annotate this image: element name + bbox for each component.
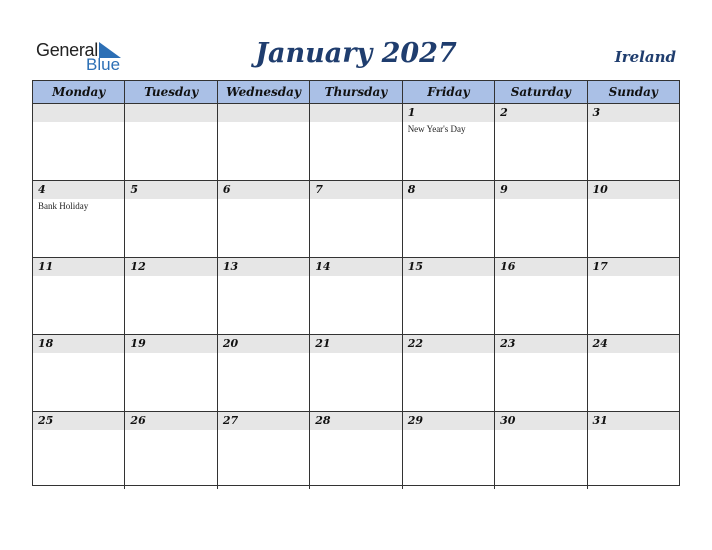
- day-cell[interactable]: [403, 181, 495, 257]
- day-number-bar: [33, 181, 124, 199]
- day-cell[interactable]: [125, 258, 217, 334]
- weekday-saturday: Saturday: [495, 81, 587, 103]
- day-number: 24: [592, 337, 608, 350]
- day-cell[interactable]: [218, 412, 310, 489]
- day-cell[interactable]: [218, 181, 310, 257]
- day-number: 10: [592, 183, 608, 196]
- day-number: 6: [222, 183, 231, 196]
- day-cell[interactable]: [310, 181, 402, 257]
- day-cell[interactable]: [125, 412, 217, 489]
- day-number: 29: [407, 414, 423, 427]
- day-number: 13: [222, 260, 239, 273]
- weekday-sunday: Sunday: [608, 85, 658, 99]
- day-number-bar: [588, 104, 679, 122]
- day-cell[interactable]: [310, 104, 402, 180]
- weekday-wednesday: Wednesday: [218, 81, 310, 103]
- day-number: 4: [38, 183, 46, 196]
- day-number: 28: [315, 414, 331, 427]
- day-cell[interactable]: [218, 258, 310, 334]
- day-number: 18: [38, 337, 54, 350]
- weekday-thursday: Thursday: [310, 81, 402, 103]
- day-cell[interactable]: [310, 335, 402, 411]
- weekday-tuesday: Tuesday: [125, 81, 217, 103]
- day-cell[interactable]: [403, 258, 495, 334]
- day-number-bar: [495, 104, 586, 122]
- day-number: 22: [407, 337, 423, 350]
- weekday-monday: Monday: [33, 81, 125, 103]
- day-number-bar: [495, 181, 586, 199]
- day-number: 8: [407, 183, 416, 196]
- day-number: 19: [130, 337, 146, 350]
- day-number: 27: [222, 414, 239, 427]
- day-number-bar: [218, 104, 309, 122]
- day-number: 20: [222, 337, 239, 350]
- holiday-label: Bank Holiday: [38, 201, 89, 211]
- calendar-grid: [32, 80, 680, 486]
- day-number: 7: [315, 183, 323, 196]
- day-number: 5: [130, 183, 139, 196]
- day-cell[interactable]: [495, 335, 587, 411]
- week-row: [33, 412, 679, 489]
- day-cell[interactable]: [33, 412, 125, 489]
- day-number-bar: [403, 181, 494, 199]
- day-number: 9: [500, 183, 508, 196]
- day-cell[interactable]: [588, 412, 679, 489]
- day-number: 12: [130, 260, 146, 273]
- logo-general-text: General: [36, 40, 98, 60]
- day-number: 30: [500, 414, 516, 427]
- day-cell[interactable]: [495, 181, 587, 257]
- day-number-bar: [33, 104, 124, 122]
- day-cell[interactable]: [310, 258, 402, 334]
- day-number: 11: [38, 260, 54, 273]
- day-number-bar: [218, 181, 309, 199]
- day-cell[interactable]: [495, 412, 587, 489]
- day-cell[interactable]: [33, 181, 125, 257]
- day-number: 15: [407, 260, 423, 273]
- day-number: 17: [592, 260, 608, 273]
- calendar-title: January 2027: [255, 38, 457, 69]
- day-cell[interactable]: [125, 335, 217, 411]
- day-cell[interactable]: [495, 258, 587, 334]
- day-cell[interactable]: [403, 104, 495, 180]
- day-cell[interactable]: [310, 412, 402, 489]
- day-cell[interactable]: [218, 335, 310, 411]
- day-number: 31: [592, 414, 608, 427]
- day-cell[interactable]: [588, 335, 679, 411]
- country-label: Ireland: [614, 48, 676, 66]
- day-number: 2: [500, 106, 508, 119]
- day-number: 16: [500, 260, 516, 273]
- day-cell[interactable]: [33, 335, 125, 411]
- weekday-friday: Friday: [403, 81, 495, 103]
- weeks-container: [33, 104, 679, 489]
- day-cell[interactable]: [495, 104, 587, 180]
- day-cell[interactable]: [403, 412, 495, 489]
- week-row: [33, 181, 679, 258]
- day-number: 23: [500, 337, 516, 350]
- day-cell[interactable]: [125, 104, 217, 180]
- day-cell[interactable]: [588, 181, 679, 257]
- day-number: 21: [315, 337, 331, 350]
- day-number-bar: [310, 104, 401, 122]
- holiday-label: New Year's Day: [407, 124, 466, 134]
- logo-blue-text: Blue: [86, 55, 121, 74]
- day-number-bar: [403, 104, 494, 122]
- week-row: [33, 258, 679, 335]
- day-number: 25: [38, 414, 54, 427]
- week-row: [33, 104, 679, 181]
- day-number-bar: [125, 104, 216, 122]
- day-number: 3: [592, 106, 601, 119]
- day-number: 14: [315, 260, 331, 273]
- day-number: 26: [130, 414, 146, 427]
- day-cell[interactable]: [403, 335, 495, 411]
- day-cell[interactable]: [588, 104, 679, 180]
- day-number-bar: [310, 181, 401, 199]
- day-cell[interactable]: [218, 104, 310, 180]
- day-cell[interactable]: [588, 258, 679, 334]
- day-cell[interactable]: [125, 181, 217, 257]
- day-number-bar: [125, 181, 216, 199]
- day-cell[interactable]: [33, 258, 125, 334]
- week-row: [33, 335, 679, 412]
- day-cell[interactable]: [33, 104, 125, 180]
- weekday-header-row: [33, 81, 679, 104]
- day-number: 1: [407, 106, 416, 119]
